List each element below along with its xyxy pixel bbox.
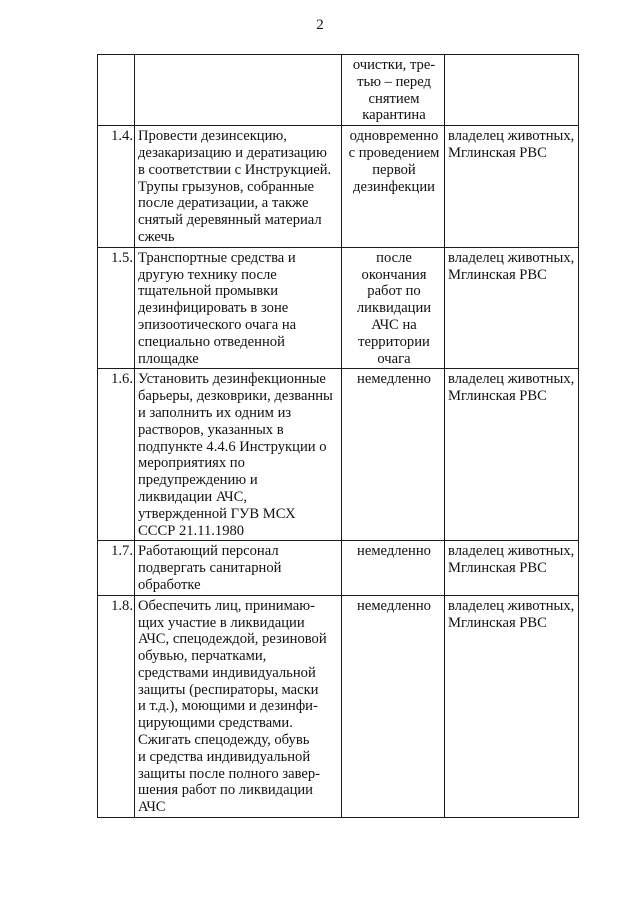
- action-line: защиты (респираторы, маски: [138, 681, 319, 698]
- term-line: территории: [358, 333, 430, 350]
- responsible-line: Мглинская РВС: [448, 388, 547, 405]
- table-row: [98, 55, 579, 126]
- term-cell: [342, 541, 445, 595]
- term-cell: [342, 126, 445, 248]
- action-line: Обеспечить лиц, принимаю-: [138, 597, 315, 614]
- term-line: дезинфекции: [353, 178, 435, 195]
- action-line: шения работ по ликвидации: [138, 782, 313, 799]
- action-line: Работающий персонал: [138, 543, 279, 560]
- action-line: Трупы грызунов, собранные: [138, 178, 315, 195]
- item-number: 1.8.: [98, 595, 135, 817]
- action-line: дезакаризацию и дератизацию: [138, 144, 327, 161]
- term-line: тью – перед: [357, 73, 431, 90]
- term-line: очага: [377, 350, 411, 367]
- table-row: [98, 247, 579, 369]
- action-line: Транспортные средства и: [138, 249, 296, 266]
- responsible-line: Мглинская РВС: [448, 266, 547, 283]
- term-line: карантина: [362, 107, 426, 124]
- action-line: защиты после полного завер-: [138, 765, 321, 782]
- term-line: с проведением: [348, 144, 440, 161]
- term-cell: [342, 247, 445, 369]
- action-line: другую технику после: [138, 266, 277, 283]
- responsible-cell: [445, 247, 579, 369]
- table-row: [98, 541, 579, 595]
- term-cell: [342, 369, 445, 541]
- action-line: цирующими средствами.: [138, 715, 293, 732]
- responsible-line: Мглинская РВС: [448, 144, 547, 161]
- term-line: немедленно: [357, 597, 431, 614]
- term-line: АЧС на: [371, 316, 417, 333]
- action-line: обувью, перчатками,: [138, 648, 267, 665]
- term-line: немедленно: [357, 543, 431, 560]
- action-line: барьеры, дезковрики, дезванны: [138, 388, 333, 405]
- responsible-line: владелец животных,: [448, 249, 575, 266]
- table-body: [98, 55, 579, 818]
- term-line: после: [376, 249, 412, 266]
- term-cell: [342, 595, 445, 817]
- action-cell: [135, 369, 342, 541]
- item-number: 1.7.: [98, 541, 135, 595]
- term-line: очистки, тре-: [352, 57, 436, 73]
- responsible-cell: [445, 541, 579, 595]
- action-line: средствами индивидуальной: [138, 664, 316, 681]
- action-cell: [135, 55, 342, 126]
- responsible-cell: [445, 126, 579, 248]
- action-line: АЧС: [138, 799, 166, 816]
- action-line: СССР 21.11.1980: [138, 522, 245, 539]
- term-line: немедленно: [357, 371, 431, 388]
- action-line: площадке: [138, 350, 199, 367]
- responsible-line: владелец животных,: [448, 371, 575, 388]
- action-line: Сжигать спецодежду, обувь: [138, 732, 310, 749]
- item-number: 1.5.: [98, 247, 135, 369]
- responsible-cell: [445, 595, 579, 817]
- action-line: ликвидации АЧС,: [138, 488, 248, 505]
- term-line: снятием: [368, 90, 420, 107]
- action-line: растворов, указанных в: [138, 421, 284, 438]
- action-line: АЧС, спецодеждой, резиновой: [138, 631, 327, 648]
- measures-table: [97, 54, 579, 818]
- action-line: снятый деревянный материал: [138, 212, 322, 229]
- term-line: одновременно: [349, 128, 439, 145]
- responsible-cell: [445, 55, 579, 126]
- action-cell: [135, 595, 342, 817]
- action-line: щих участие в ликвидации: [138, 614, 305, 631]
- term-line: окончания: [361, 266, 427, 283]
- term-line: работ по: [367, 283, 421, 300]
- action-line: Установить дезинфекционные: [138, 371, 326, 388]
- responsible-line: владелец животных,: [448, 543, 575, 560]
- action-line: Провести дезинсекцию,: [138, 128, 287, 145]
- page-number: 2: [316, 17, 324, 33]
- responsible-cell: [445, 369, 579, 541]
- action-line: и средства индивидуальной: [138, 748, 311, 765]
- action-cell: [135, 126, 342, 248]
- responsible-line: Мглинская РВС: [448, 614, 547, 631]
- action-line: подвергать санитарной: [138, 560, 282, 577]
- table-row: [98, 126, 579, 248]
- action-line: подпункте 4.4.6 Инструкции о: [138, 438, 327, 455]
- action-line: обработке: [138, 576, 201, 593]
- action-line: эпизоотического очага на: [138, 316, 297, 333]
- term-cell: [342, 55, 445, 126]
- action-line: мероприятиях по: [138, 455, 245, 472]
- action-line: специально отведенной: [138, 333, 285, 350]
- term-line: ликвидации: [356, 300, 432, 317]
- action-line: и т.д.), моющими и дезинфи-: [138, 698, 318, 715]
- item-number: 1.4.: [98, 126, 135, 248]
- responsible-line: Мглинская РВС: [448, 560, 547, 577]
- item-number: [98, 55, 135, 126]
- action-line: после дератизации, а также: [138, 195, 309, 212]
- action-line: предупреждению и: [138, 472, 258, 489]
- action-line: дезинфицировать в зоне: [138, 300, 289, 317]
- action-cell: [135, 247, 342, 369]
- action-line: и заполнить их одним из: [138, 404, 292, 421]
- item-number: 1.6.: [98, 369, 135, 541]
- table-row: [98, 369, 579, 541]
- action-line: утвержденной ГУВ МСХ: [138, 505, 296, 522]
- action-cell: [135, 541, 342, 595]
- responsible-line: владелец животных,: [448, 128, 575, 145]
- action-line: сжечь: [138, 228, 175, 245]
- action-line: в соответствии с Инструкцией.: [138, 161, 332, 178]
- table-row: [98, 595, 579, 817]
- responsible-line: владелец животных,: [448, 597, 575, 614]
- term-line: первой: [372, 161, 416, 178]
- action-line: тщательной промывки: [138, 283, 279, 300]
